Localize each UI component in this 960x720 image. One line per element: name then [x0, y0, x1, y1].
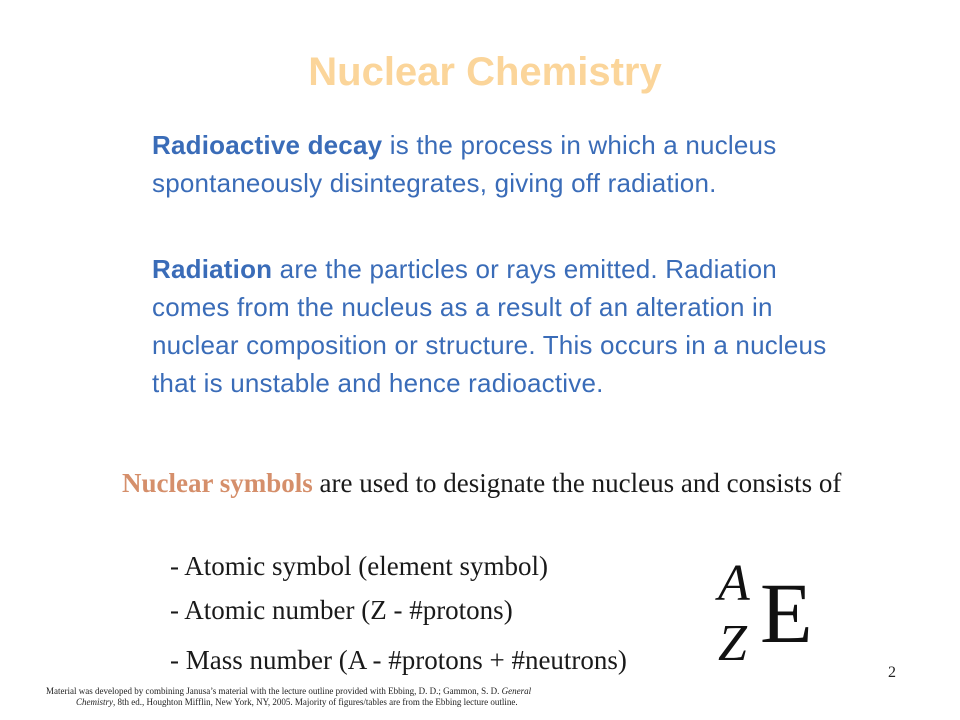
footnote — [46, 686, 666, 708]
nuclear-symbol-atomic-number: Z — [718, 615, 747, 672]
list-item-atomic-number: - Atomic number (Z - #protons) — [170, 595, 513, 625]
nuclear-symbols-paragraph — [122, 465, 842, 501]
page-number: 2 — [888, 664, 896, 681]
footnote-line2: , 8th ed., Houghton Mifflin, New York, NY, 2005. Majority of figures/tables are from the Ebbing lecture outline. — [113, 697, 518, 707]
footnote-line2-wrap — [46, 697, 666, 708]
nuclear-symbol-mass-number: A — [718, 555, 750, 612]
radiation-definition: are the particles or rays emitted. Radiation comes from the nucleus as a result of an alteration in nuclear composition or structure. This occurs in a nucleus that is unstable and hence radioactive. — [152, 254, 827, 398]
radioactive-decay-definition: is the process in which a nucleus spontaneously disintegrates, giving off radiation. — [152, 130, 777, 198]
radiation-term: Radiation — [152, 254, 273, 284]
nuclear-symbol-element: E — [760, 565, 813, 661]
nuclear-symbols-term: Nuclear symbols — [122, 468, 313, 498]
list-item-atomic-symbol: - Atomic symbol (element symbol) — [170, 551, 548, 581]
nuclear-symbols-definition: are used to designate the nucleus and consists of — [312, 468, 842, 498]
footnote-line2-italic: Chemistry — [76, 697, 113, 707]
radioactive-decay-paragraph — [152, 126, 842, 202]
list-item-mass-number: - Mass number (A - #protons + #neutrons) — [170, 645, 627, 675]
radioactive-decay-term: Radioactive decay — [152, 130, 383, 160]
footnote-line1: Material was developed by combining Janusa’s material with the lecture outline provided with Ebbing, D. D.; Gammon, S. D. — [46, 686, 500, 696]
footnote-line1-italic: General — [499, 686, 532, 696]
slide-title: Nuclear Chemistry — [308, 50, 662, 94]
radiation-paragraph — [152, 250, 842, 402]
